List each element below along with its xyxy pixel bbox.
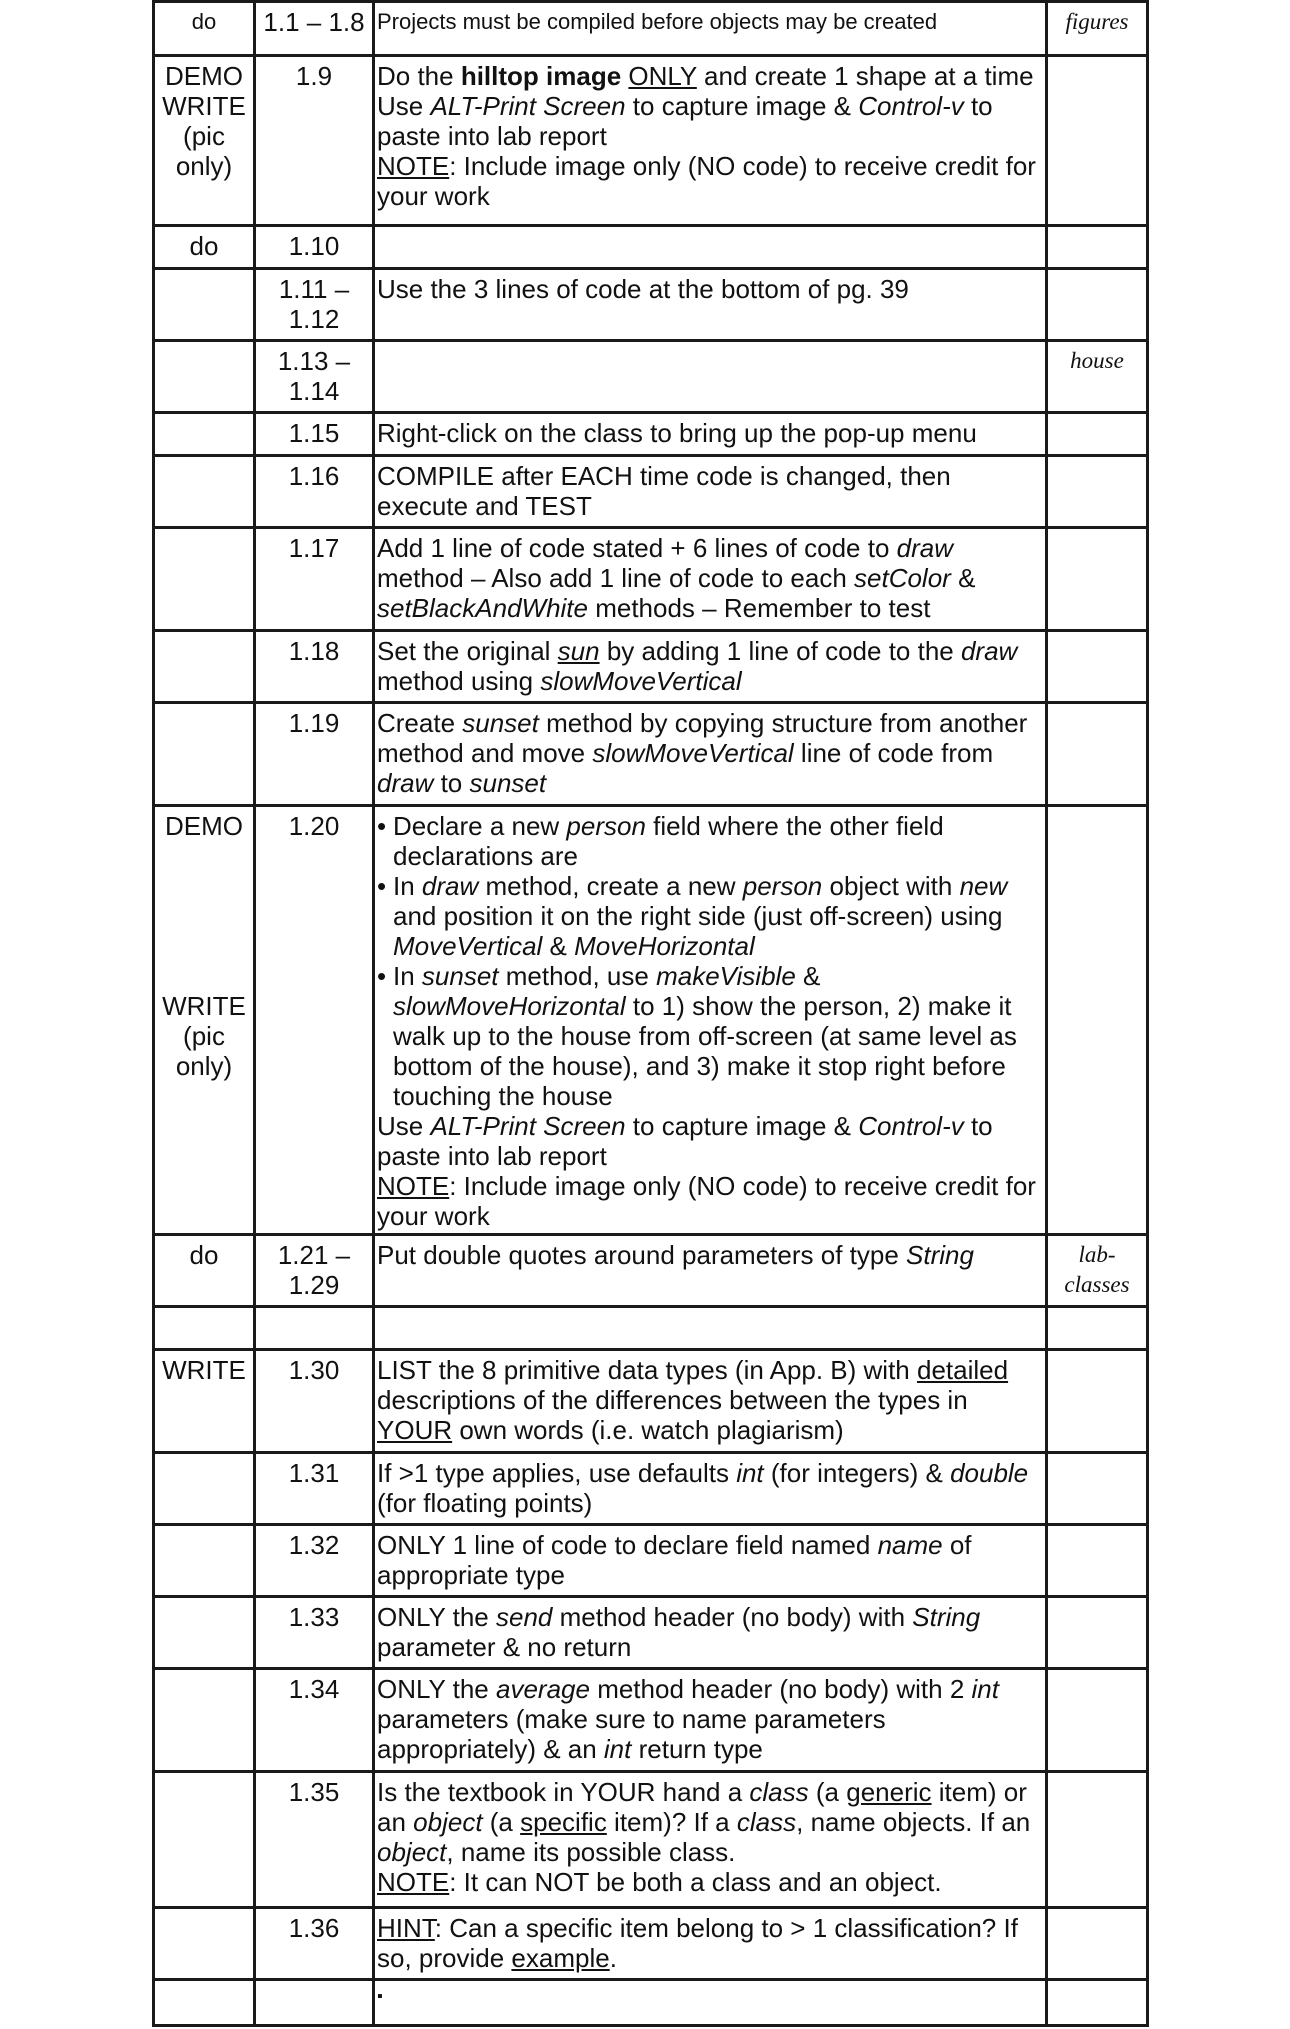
instruction-cell: Projects must be compiled before objects may be created bbox=[374, 2, 1047, 56]
project-cell bbox=[1047, 1772, 1148, 1908]
project-cell bbox=[1047, 1350, 1148, 1453]
instruction-cell bbox=[374, 56, 1047, 226]
instruction-cell: Create sunset method by copying structure from another method and move slowMoveVertical line of code from draw to sunset bbox=[374, 703, 1047, 806]
instruction-line: Is the textbook in YOUR hand a class (a generic item) or an object (a specific item)? If a class, name objects. If an object, name its possible class. bbox=[377, 1777, 1031, 1867]
step-cell: 1.18 bbox=[255, 631, 374, 703]
type-cell: WRITE bbox=[154, 1350, 255, 1453]
step-cell: 1.17 bbox=[255, 528, 374, 631]
type-cell bbox=[154, 631, 255, 703]
table-row bbox=[154, 269, 1148, 341]
type-line: only) bbox=[175, 151, 233, 181]
step-cell: 1.19 bbox=[255, 703, 374, 806]
project-cell bbox=[1047, 1597, 1148, 1669]
type-cell bbox=[154, 528, 255, 631]
instruction-cell: ONLY the average method header (no body) with 2 int parameters (make sure to name parameters appropriately) & an int return type bbox=[374, 1669, 1047, 1772]
bullet-marker: ▪ bbox=[377, 1988, 383, 2005]
project-cell bbox=[1047, 1980, 1148, 2026]
bullet-item: • In draw method, create a new person object with new and position it on the right side (just off-screen) using MoveVertical & MoveHorizontal bbox=[377, 871, 1045, 961]
lab-instructions-table bbox=[152, 0, 1149, 2027]
step-cell: 1.35 bbox=[255, 1772, 374, 1908]
type-cell bbox=[154, 1525, 255, 1597]
project-cell: lab- classes bbox=[1047, 1235, 1148, 1307]
type-cell bbox=[154, 56, 255, 226]
type-cell: do bbox=[154, 2, 255, 56]
step-cell: 1.16 bbox=[255, 456, 374, 528]
instruction-cell: HINT: Can a specific item belong to > 1 classification? If so, provide example. bbox=[374, 1908, 1047, 1980]
type-line: only) bbox=[175, 1051, 233, 1081]
project-cell: house bbox=[1047, 341, 1148, 413]
table-row bbox=[154, 1597, 1148, 1669]
step-cell: 1.20 bbox=[255, 806, 374, 1235]
instruction-cell: ONLY the send method header (no body) with String parameter & no return bbox=[374, 1597, 1047, 1669]
note-line: NOTE: Include image only (NO code) to receive credit for your work bbox=[377, 151, 1036, 211]
step-cell: 1.30 bbox=[255, 1350, 374, 1453]
table-row bbox=[154, 1453, 1148, 1525]
table-row bbox=[154, 631, 1148, 703]
instruction-line: Do the hilltop image ONLY and create 1 shape at a time bbox=[377, 61, 1034, 91]
table-row bbox=[154, 703, 1148, 806]
type-cell bbox=[154, 703, 255, 806]
table-row bbox=[154, 528, 1148, 631]
table-row bbox=[154, 1772, 1148, 1908]
type-cell bbox=[154, 1980, 255, 2026]
step-cell: 1.13 – 1.14 bbox=[255, 341, 374, 413]
type-cell bbox=[154, 341, 255, 413]
note-line: NOTE: It can NOT be both a class and an object. bbox=[377, 1867, 942, 1897]
step-cell: 1.15 bbox=[255, 413, 374, 456]
instruction-cell: LIST the 8 primitive data types (in App. B) with detailed descriptions of the differences between the types in YOUR own words (i.e. watch plagiarism) bbox=[374, 1350, 1047, 1453]
table-row bbox=[154, 341, 1148, 413]
table-row bbox=[154, 413, 1148, 456]
instruction-line: Use ALT-Print Screen to capture image & Control-v to paste into lab report bbox=[377, 91, 993, 151]
instruction-cell: If >1 type applies, use defaults int (for integers) & double (for floating points) bbox=[374, 1453, 1047, 1525]
table-row bbox=[154, 1669, 1148, 1772]
step-cell bbox=[255, 1307, 374, 1350]
project-cell bbox=[1047, 528, 1148, 631]
table-row bbox=[154, 456, 1148, 528]
note-line: NOTE: Include image only (NO code) to receive credit for your work bbox=[377, 1171, 1036, 1231]
type-line: (pic bbox=[183, 1021, 225, 1051]
instruction-cell bbox=[374, 806, 1047, 1235]
table-row bbox=[154, 1980, 1148, 2026]
table-row bbox=[154, 1908, 1148, 1980]
project-cell bbox=[1047, 703, 1148, 806]
project-cell: figures bbox=[1047, 2, 1148, 56]
instruction-cell: COMPILE after EACH time code is changed, then execute and TEST bbox=[374, 456, 1047, 528]
step-cell: 1.31 bbox=[255, 1453, 374, 1525]
step-cell: 1.1 – 1.8 bbox=[255, 2, 374, 56]
instruction-cell: Set the original sun by adding 1 line of code to the draw method using slowMoveVertical bbox=[374, 631, 1047, 703]
type-cell bbox=[154, 1772, 255, 1908]
project-cell bbox=[1047, 1908, 1148, 1980]
instruction-line: Use ALT-Print Screen to capture image & Control-v to paste into lab report bbox=[377, 1111, 993, 1171]
project-cell bbox=[1047, 226, 1148, 269]
type-cell bbox=[154, 1597, 255, 1669]
table-row bbox=[154, 1525, 1148, 1597]
table-row bbox=[154, 1235, 1148, 1307]
instruction-cell bbox=[374, 1772, 1047, 1908]
type-cell bbox=[154, 1453, 255, 1525]
step-cell: 1.34 bbox=[255, 1669, 374, 1772]
project-cell bbox=[1047, 56, 1148, 226]
step-cell: 1.10 bbox=[255, 226, 374, 269]
instruction-cell: ONLY 1 line of code to declare field named name of appropriate type bbox=[374, 1525, 1047, 1597]
type-line: DEMO bbox=[165, 61, 243, 91]
instruction-cell bbox=[374, 226, 1047, 269]
project-cell bbox=[1047, 269, 1148, 341]
instruction-cell: Use the 3 lines of code at the bottom of pg. 39 bbox=[374, 269, 1047, 341]
type-line: WRITE bbox=[162, 991, 246, 1021]
type-spacer bbox=[157, 841, 251, 991]
step-cell: 1.9 bbox=[255, 56, 374, 226]
type-cell: do bbox=[154, 226, 255, 269]
step-cell: 1.36 bbox=[255, 1908, 374, 1980]
step-cell: 1.21 – 1.29 bbox=[255, 1235, 374, 1307]
type-cell bbox=[154, 413, 255, 456]
bullet-item: • In sunset method, use makeVisible & slowMoveHorizontal to 1) show the person, 2) make it walk up to the house from off-screen (at same level as bottom of the house), and 3) make it stop right before touching the house bbox=[377, 961, 1045, 1111]
type-cell bbox=[154, 1307, 255, 1350]
table-row bbox=[154, 226, 1148, 269]
table-row bbox=[154, 56, 1148, 226]
type-cell bbox=[154, 456, 255, 528]
step-cell bbox=[255, 1980, 374, 2026]
table-row bbox=[154, 1307, 1148, 1350]
table-row bbox=[154, 2, 1148, 56]
project-cell bbox=[1047, 413, 1148, 456]
step-cell: 1.32 bbox=[255, 1525, 374, 1597]
type-cell bbox=[154, 1908, 255, 1980]
instruction-cell bbox=[374, 1980, 1047, 2026]
type-cell bbox=[154, 1669, 255, 1772]
bullet-item: • Declare a new person field where the other field declarations are bbox=[377, 811, 1045, 871]
instruction-cell: Right-click on the class to bring up the pop-up menu bbox=[374, 413, 1047, 456]
instruction-cell bbox=[374, 341, 1047, 413]
step-cell: 1.33 bbox=[255, 1597, 374, 1669]
type-line: (pic bbox=[183, 121, 225, 151]
project-cell bbox=[1047, 1307, 1148, 1350]
project-cell bbox=[1047, 1453, 1148, 1525]
project-cell bbox=[1047, 631, 1148, 703]
instruction-cell: Add 1 line of code stated + 6 lines of code to draw method – Also add 1 line of code to each setColor & setBlackAndWhite methods – Remember to test bbox=[374, 528, 1047, 631]
project-cell bbox=[1047, 1669, 1148, 1772]
type-cell: do bbox=[154, 1235, 255, 1307]
instruction-cell bbox=[374, 1307, 1047, 1350]
type-line: DEMO bbox=[165, 811, 243, 841]
type-cell bbox=[154, 269, 255, 341]
type-cell bbox=[154, 806, 255, 1235]
type-line: WRITE bbox=[162, 91, 246, 121]
project-cell bbox=[1047, 456, 1148, 528]
project-cell bbox=[1047, 1525, 1148, 1597]
project-cell bbox=[1047, 806, 1148, 1235]
instruction-cell: Put double quotes around parameters of type String bbox=[374, 1235, 1047, 1307]
table-row bbox=[154, 1350, 1148, 1453]
step-cell: 1.11 – 1.12 bbox=[255, 269, 374, 341]
table-row bbox=[154, 806, 1148, 1235]
